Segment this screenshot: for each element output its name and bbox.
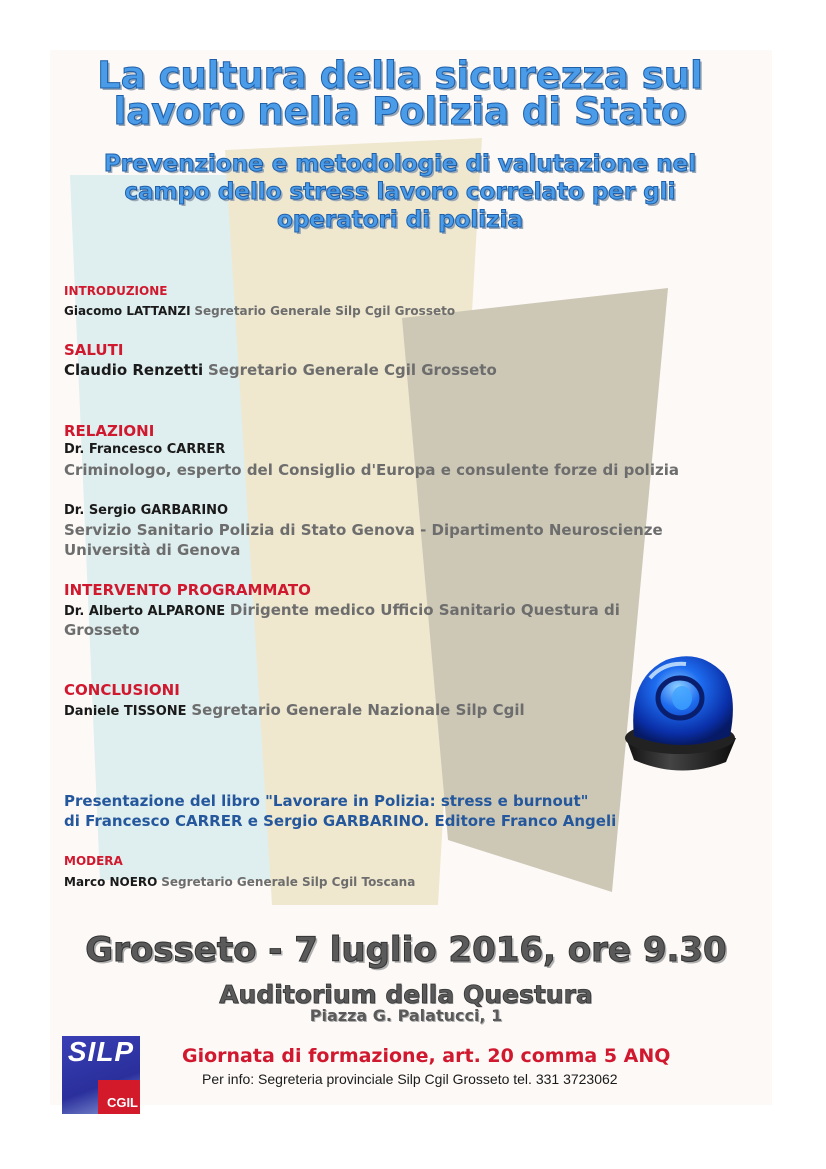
modera-line — [64, 875, 415, 889]
logo-silp-text: SILP — [67, 1036, 135, 1067]
modera-role: Segretario Generale Silp Cgil Toscana — [161, 875, 416, 889]
main-title — [0, 54, 800, 133]
introduzione-heading: INTRODUZIONE — [64, 284, 168, 298]
event-address: Piazza G. Palatucci, 1 — [309, 1006, 503, 1025]
event-date: Grosseto - 7 luglio 2016, ore 9.30 — [85, 930, 727, 970]
intervento-heading: INTERVENTO PROGRAMMATO — [64, 581, 311, 599]
intervento-role-line2: Grosseto — [64, 621, 140, 639]
conclusioni-line — [64, 701, 525, 719]
saluti-line — [64, 361, 497, 379]
modera-heading: MODERA — [64, 854, 123, 868]
relazioni-speaker2-role-line2: Università di Genova — [64, 541, 241, 559]
conclusioni-name: Daniele TISSONE — [64, 704, 187, 719]
relazioni-speaker1-role: Criminologo, esperto del Consiglio d'Europa e consulente forze di polizia — [64, 461, 679, 479]
introduzione-role: Segretario Generale Silp Cgil Grosseto — [194, 304, 456, 318]
police-siren-icon — [620, 648, 742, 778]
subtitle — [0, 150, 800, 234]
main-title-line2: lavoro nella Polizia di Stato — [113, 90, 687, 133]
book-line2: di Francesco CARRER e Sergio GARBARINO. Editore Franco Angeli — [64, 812, 617, 830]
subtitle-line1: Prevenzione e metodologie di valutazione nel — [103, 151, 697, 177]
introduzione-name: Giacomo LATTANZI — [64, 304, 191, 318]
main-title-line1: La cultura della sicurezza sul — [97, 54, 703, 97]
intervento-name: Dr. Alberto ALPARONE — [64, 604, 226, 619]
intervento-line — [64, 601, 620, 619]
relazioni-heading: RELAZIONI — [64, 422, 155, 440]
intervento-role-line1: Dirigente medico Ufficio Sanitario Questura di — [229, 601, 620, 619]
modera-name: Marco NOERO — [64, 875, 158, 889]
contact-info: Per info: Segreteria provinciale Silp Cgil Grosseto tel. 331 3723062 — [202, 1071, 618, 1087]
book-line1: Presentazione del libro "Lavorare in Polizia: stress e burnout" — [64, 792, 589, 810]
event-venue: Auditorium della Questura — [219, 980, 593, 1009]
conclusioni-role: Segretario Generale Nazionale Silp Cgil — [191, 701, 525, 719]
saluti-role: Segretario Generale Cgil Grosseto — [207, 361, 497, 379]
conclusioni-heading: CONCLUSIONI — [64, 681, 180, 699]
silp-cgil-logo — [62, 1036, 140, 1114]
relazioni-speaker2-role-line1: Servizio Sanitario Polizia di Stato Genova - Dipartimento Neuroscienze — [64, 521, 663, 539]
logo-cgil-text: CGIL — [106, 1095, 138, 1110]
relazioni-speaker2-name: Dr. Sergio GARBARINO — [64, 503, 229, 518]
relazioni-speaker1-name: Dr. Francesco CARRER — [64, 442, 226, 457]
subtitle-line3: operatori di polizia — [277, 207, 523, 233]
subtitle-line2: campo dello stress lavoro correlato per gli — [124, 179, 676, 205]
saluti-heading: SALUTI — [64, 341, 124, 359]
saluti-name: Claudio Renzetti — [64, 361, 204, 379]
training-note: Giornata di formazione, art. 20 comma 5 ANQ — [182, 1045, 671, 1067]
introduzione-line — [64, 304, 455, 318]
